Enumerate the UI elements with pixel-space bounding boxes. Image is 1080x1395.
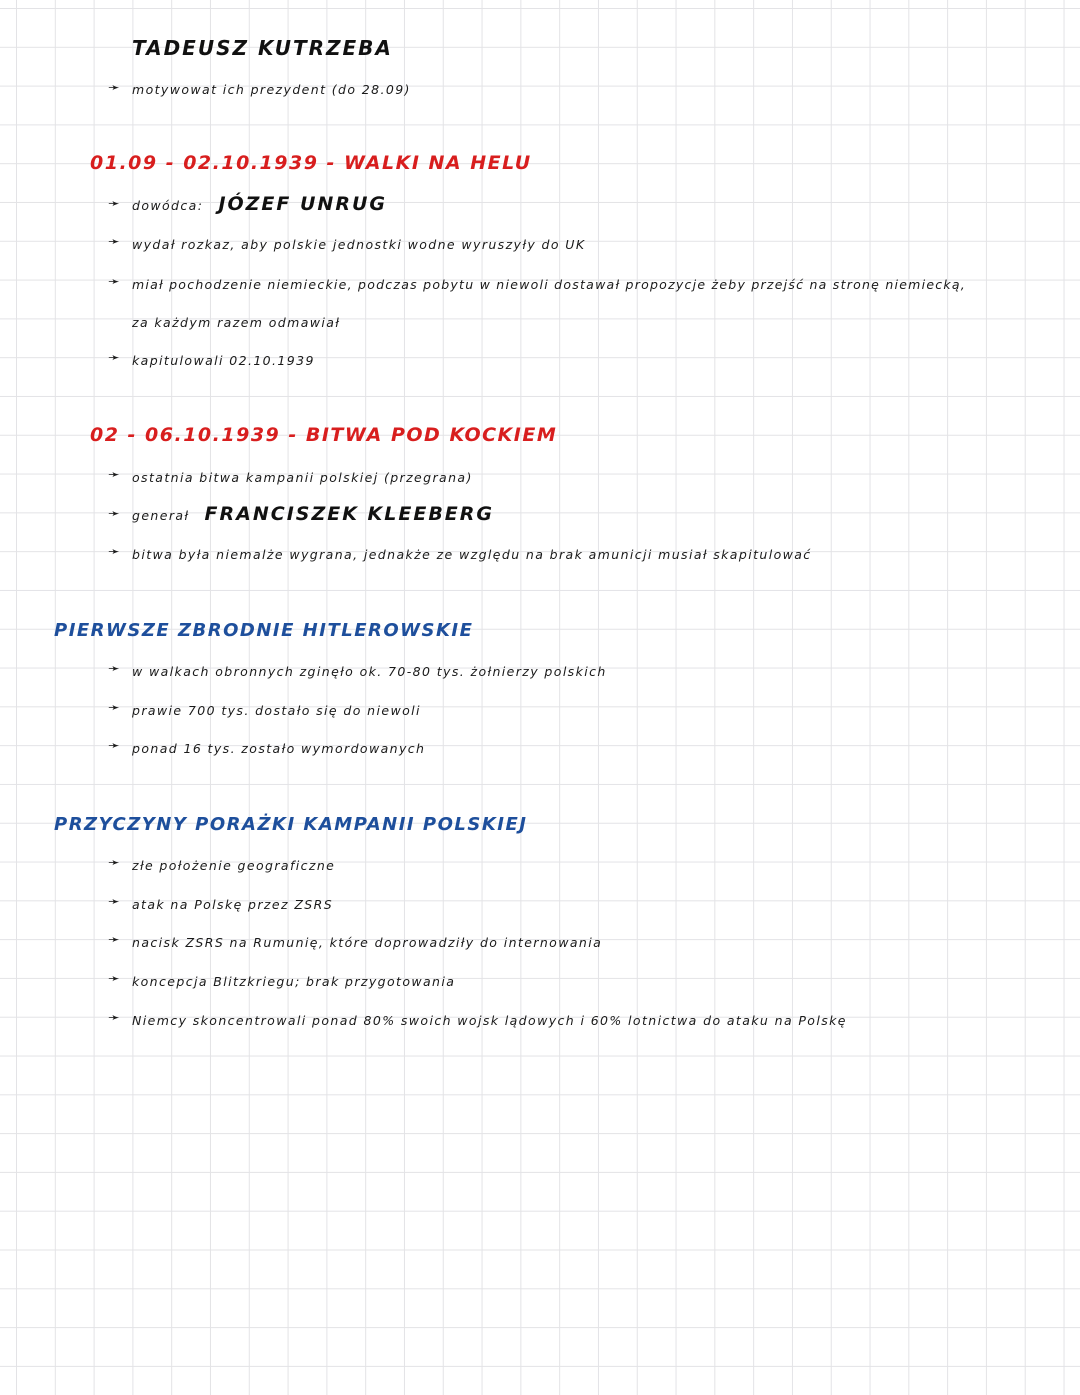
note-line: koncepcja Blitzkriegu; brak przygotowania bbox=[132, 974, 456, 989]
bullet-arrow-icon: ➛ bbox=[108, 932, 120, 948]
bullet-arrow-icon: ➛ bbox=[108, 350, 120, 366]
heading-hel: 01.09 - 02.10.1939 - WALKI NA HELU bbox=[90, 152, 532, 174]
note-line: prawie 700 tys. dostało się do niewoli bbox=[132, 703, 421, 718]
bullet-arrow-icon: ➛ bbox=[108, 467, 120, 483]
note-line: nacisk ZSRS na Rumunię, które doprowadziły do internowania bbox=[132, 935, 603, 950]
note-line: motywowat ich prezydent (do 28.09) bbox=[132, 82, 411, 97]
bullet-arrow-icon: ➛ bbox=[108, 661, 120, 677]
note-line-commander bbox=[132, 193, 387, 215]
note-line: Niemcy skoncentrowali ponad 80% swoich wojsk lądowych i 60% lotnictwa do ataku na Polskę bbox=[132, 1013, 847, 1028]
heading-kutrzeba: TADEUSZ KUTRZEBA bbox=[132, 36, 393, 60]
bullet-arrow-icon: ➛ bbox=[108, 971, 120, 987]
commander-name: JÓZEF UNRUG bbox=[218, 193, 387, 215]
note-line: miał pochodzenie niemieckie, podczas pobytu w niewoli dostawał propozycje żeby przejść na stronę niemiecką, bbox=[132, 277, 967, 292]
bullet-arrow-icon: ➛ bbox=[108, 700, 120, 716]
general-name: FRANCISZEK KLEEBERG bbox=[204, 503, 495, 525]
bullet-arrow-icon: ➛ bbox=[108, 196, 120, 212]
note-line: ponad 16 tys. zostało wymordowanych bbox=[132, 741, 426, 756]
note-line: ostatnia bitwa kampanii polskiej (przegrana) bbox=[132, 470, 473, 485]
bullet-arrow-icon: ➛ bbox=[108, 738, 120, 754]
note-line: kapitulowali 02.10.1939 bbox=[132, 353, 315, 368]
heading-crimes: PIERWSZE ZBRODNIE HITLEROWSKIE bbox=[54, 620, 474, 641]
bullet-arrow-icon: ➛ bbox=[108, 894, 120, 910]
heading-causes: PRZYCZYNY PORAŻKI KAMPANII POLSKIEJ bbox=[54, 814, 528, 835]
note-line-general bbox=[132, 503, 494, 525]
bullet-arrow-icon: ➛ bbox=[108, 274, 120, 290]
note-line: wydał rozkaz, aby polskie jednostki wodne wyruszyły do UK bbox=[132, 237, 586, 252]
heading-kock: 02 - 06.10.1939 - BITWA POD KOCKIEM bbox=[90, 424, 558, 446]
bullet-arrow-icon: ➛ bbox=[108, 544, 120, 560]
note-line: bitwa była niemalże wygrana, jednakże ze względu na brak amunicji musiał skapitulować bbox=[132, 547, 812, 562]
bullet-arrow-icon: ➛ bbox=[108, 506, 120, 522]
note-line-continued: za każdym razem odmawiał bbox=[132, 315, 341, 330]
commander-prefix: dowódca: bbox=[132, 198, 204, 213]
bullet-arrow-icon: ➛ bbox=[108, 234, 120, 250]
bullet-arrow-icon: ➛ bbox=[108, 1010, 120, 1026]
bullet-arrow-icon: ➛ bbox=[108, 855, 120, 871]
note-line: atak na Polskę przez ZSRS bbox=[132, 897, 334, 912]
general-prefix: generał bbox=[132, 508, 190, 523]
note-line: w walkach obronnych zginęło ok. 70-80 tys. żołnierzy polskich bbox=[132, 664, 607, 679]
bullet-arrow-icon: ➛ bbox=[108, 80, 120, 96]
note-line: złe położenie geograficzne bbox=[132, 858, 336, 873]
